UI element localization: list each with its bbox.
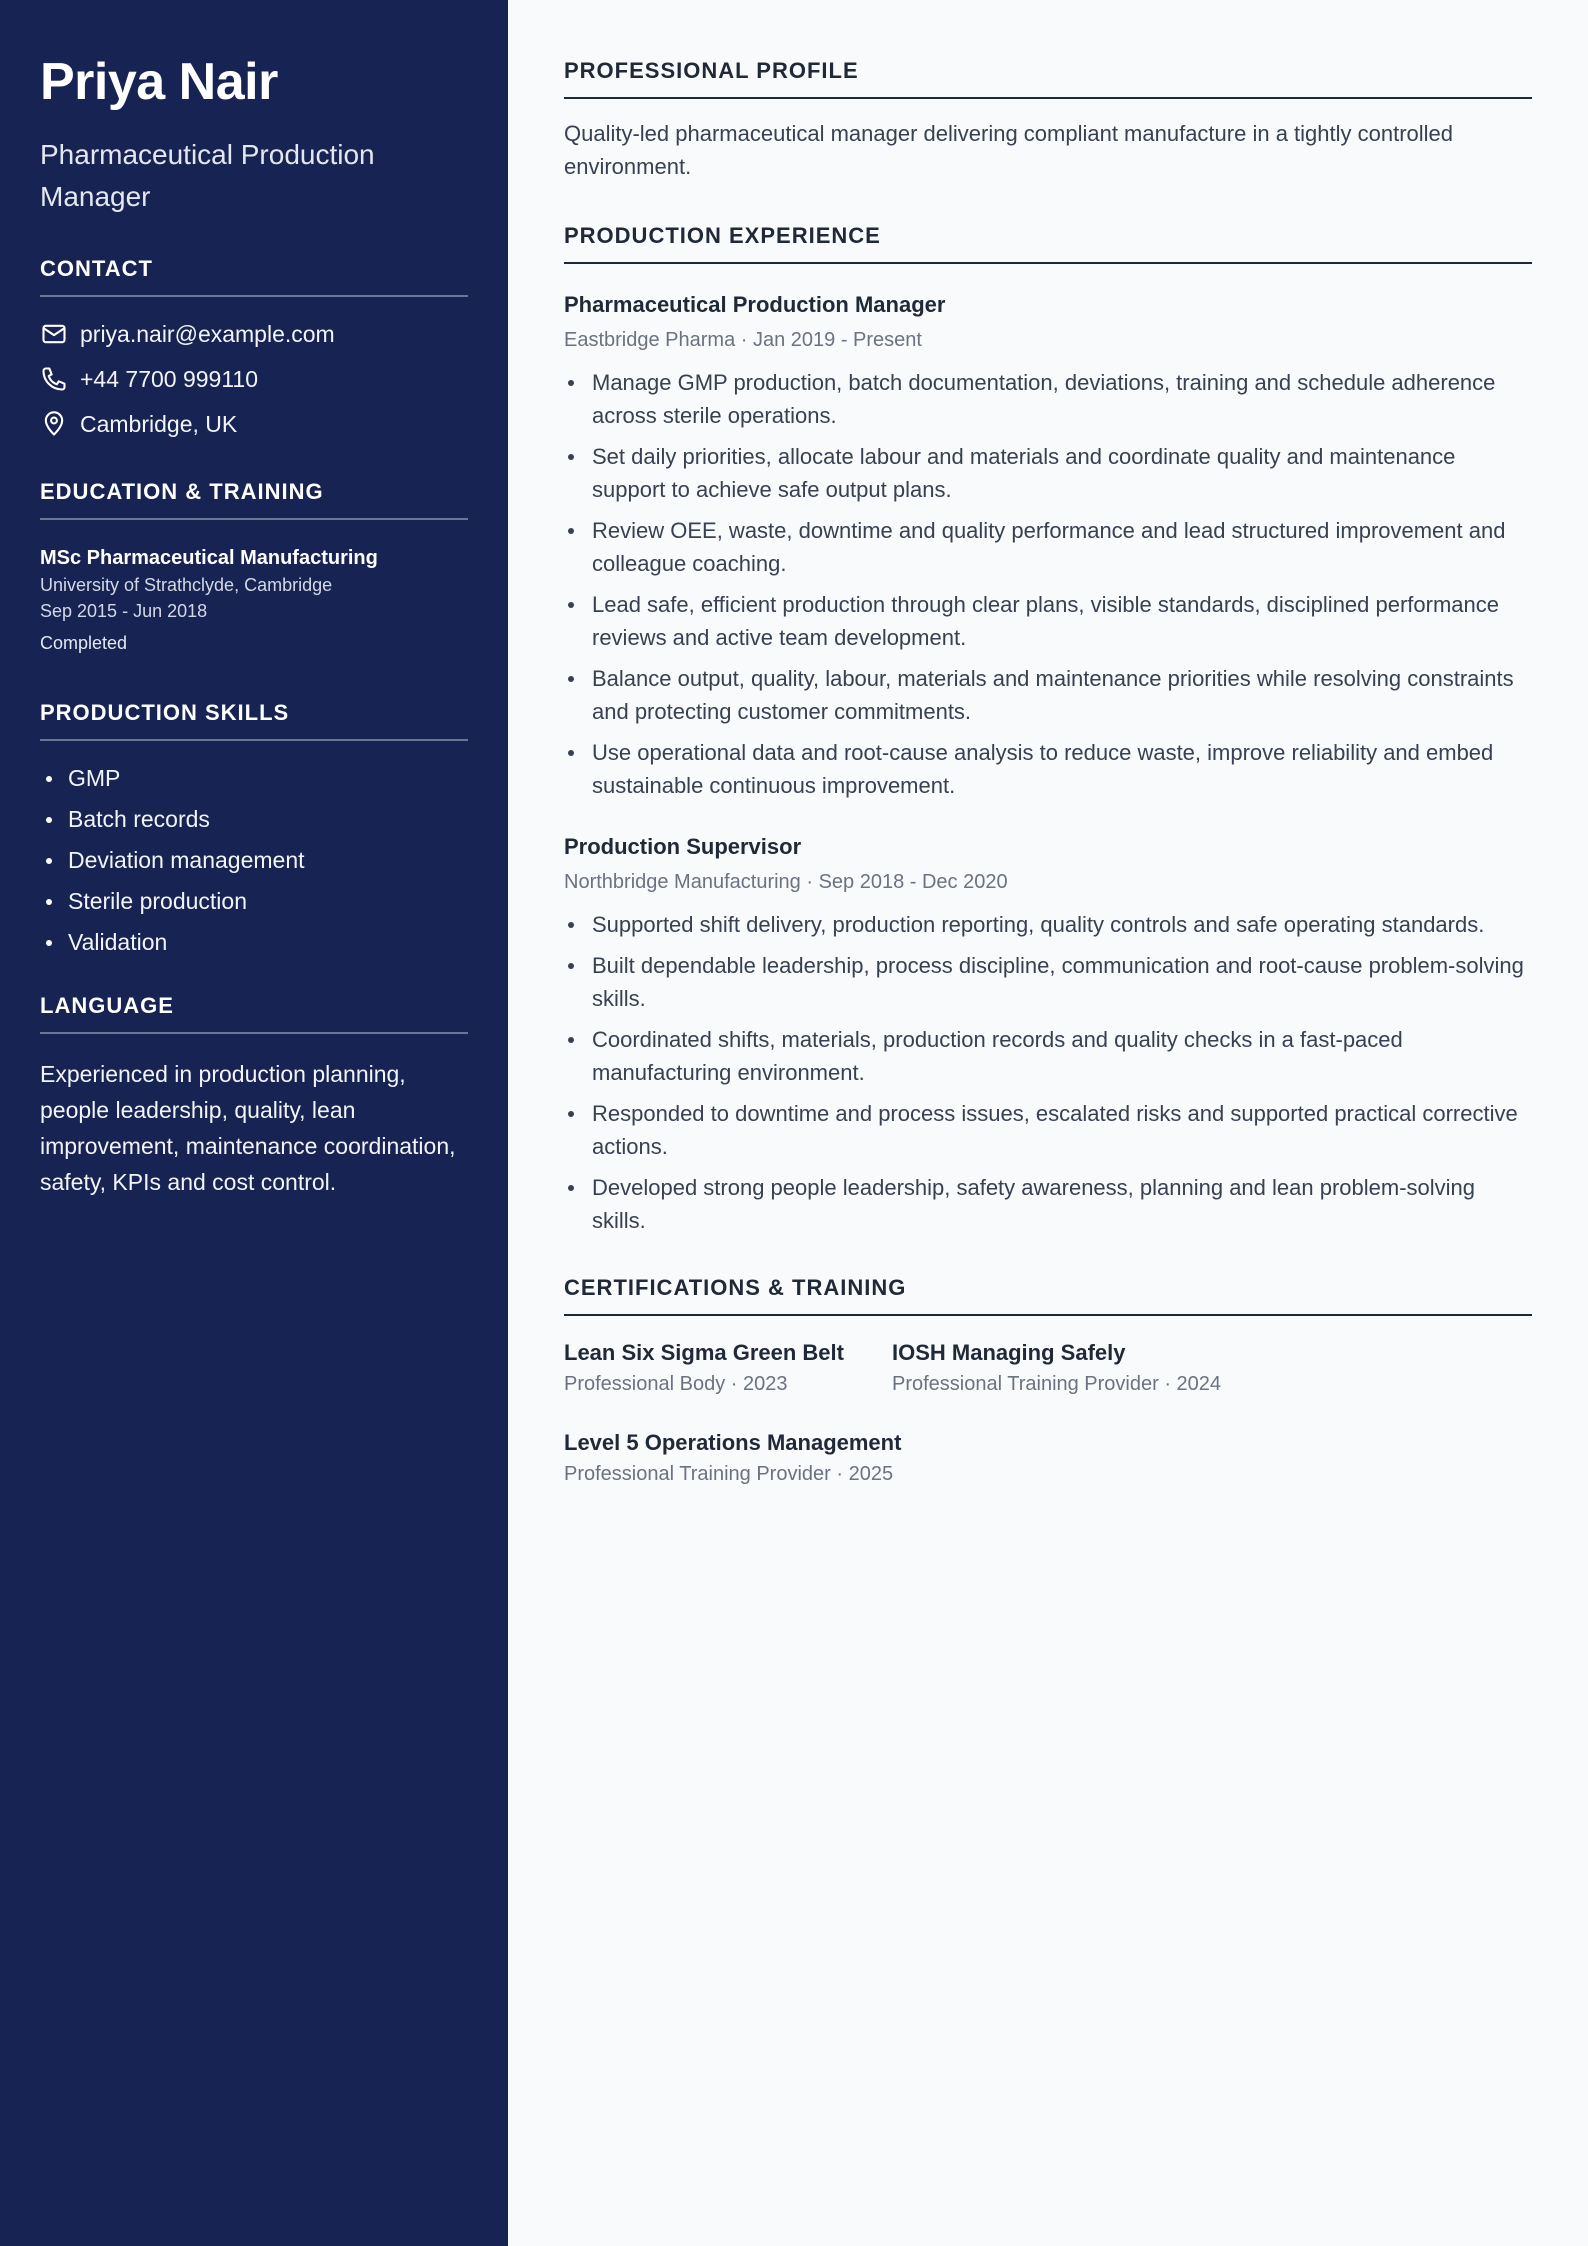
certification-item bbox=[564, 1338, 844, 1398]
job-entry bbox=[564, 290, 1532, 802]
education-institution: University of Strathclyde, Cambridge bbox=[40, 575, 333, 595]
job-meta: Eastbridge Pharma · Jan 2019 - Present bbox=[564, 329, 922, 351]
job-bullet: Manage GMP production, batch documentation, deviations, training and schedule adherence across sterile operations. bbox=[564, 366, 1532, 432]
certification-meta: Professional Body · 2023 bbox=[564, 1373, 788, 1395]
skill-item: GMP bbox=[40, 763, 468, 793]
education-degree: MSc Pharmaceutical Manufacturing bbox=[40, 547, 378, 569]
contact-list bbox=[40, 319, 468, 439]
job-role: Pharmaceutical Production Manager bbox=[564, 292, 946, 317]
map-pin-icon bbox=[40, 410, 68, 438]
sidebar bbox=[0, 0, 508, 2246]
certification-meta: Professional Training Provider · 2024 bbox=[891, 1373, 1222, 1395]
experience-heading: PRODUCTION EXPERIENCE bbox=[564, 223, 1532, 264]
job-bullet: Developed strong people leadership, safety awareness, planning and lean problem-solving skills. bbox=[564, 1171, 1532, 1237]
mail-icon bbox=[40, 320, 68, 348]
phone-text: +44 7700 999110 bbox=[80, 365, 259, 392]
job-bullet: Responded to downtime and process issues, escalated risks and supported practical corrective actions. bbox=[564, 1097, 1532, 1163]
job-bullet: Review OEE, waste, downtime and quality performance and lead structured improvement and colleague coaching. bbox=[564, 514, 1532, 580]
certification-name: IOSH Managing Safely bbox=[891, 1340, 1126, 1365]
skill-item: Sterile production bbox=[40, 886, 468, 916]
certification-meta: Professional Training Provider · 2025 bbox=[564, 1463, 894, 1485]
candidate-name: Priya Nair bbox=[40, 53, 278, 111]
contact-email[interactable] bbox=[40, 319, 468, 349]
job-entry bbox=[564, 832, 1532, 1237]
education-section bbox=[40, 479, 468, 656]
job-role: Production Supervisor bbox=[564, 834, 802, 859]
certifications-heading: CERTIFICATIONS & TRAINING bbox=[564, 1275, 1532, 1316]
job-bullet: Lead safe, efficient production through clear plans, visible standards, disciplined performance reviews and active team development. bbox=[564, 588, 1532, 654]
education-heading: EDUCATION & TRAINING bbox=[40, 479, 468, 520]
contact-location bbox=[40, 409, 468, 439]
certification-name: Lean Six Sigma Green Belt bbox=[564, 1340, 844, 1365]
job-bullet: Coordinated shifts, materials, production records and quality checks in a fast-paced manufacturing environment. bbox=[564, 1023, 1532, 1089]
certification-item bbox=[564, 1428, 901, 1488]
skills-list bbox=[40, 763, 468, 957]
education-dates: Sep 2015 - Jun 2018 bbox=[40, 601, 208, 621]
job-bullet: Supported shift delivery, production reporting, quality controls and safe operating standards. bbox=[564, 908, 1532, 941]
job-bullet: Use operational data and root-cause analysis to reduce waste, improve reliability and embed sustainable continuous improvement. bbox=[564, 736, 1532, 802]
contact-phone[interactable] bbox=[40, 364, 468, 394]
skills-section bbox=[40, 700, 468, 957]
job-bullets bbox=[564, 908, 1532, 1237]
experience-section bbox=[564, 223, 1532, 1237]
main-content bbox=[508, 0, 1588, 2246]
education-status: Completed bbox=[40, 633, 128, 653]
certifications-section bbox=[564, 1275, 1532, 1518]
phone-icon bbox=[40, 365, 68, 393]
profile-section bbox=[564, 58, 1532, 183]
contact-section bbox=[40, 256, 468, 439]
skill-item: Batch records bbox=[40, 804, 468, 834]
language-section bbox=[40, 993, 468, 1200]
contact-heading: CONTACT bbox=[40, 256, 468, 297]
certifications-grid bbox=[564, 1338, 1532, 1518]
job-bullet: Set daily priorities, allocate labour and materials and coordinate quality and maintenance support to achieve safe output plans. bbox=[564, 440, 1532, 506]
job-bullet: Built dependable leadership, process discipline, communication and root-cause problem-solving skills. bbox=[564, 949, 1532, 1015]
language-heading: LANGUAGE bbox=[40, 993, 468, 1034]
certification-item bbox=[892, 1338, 1221, 1398]
skills-heading: PRODUCTION SKILLS bbox=[40, 700, 468, 741]
skill-item: Validation bbox=[40, 927, 468, 957]
job-meta: Northbridge Manufacturing · Sep 2018 - Dec 2020 bbox=[564, 871, 1008, 893]
job-bullet: Balance output, quality, labour, materials and maintenance priorities while resolving constraints and protecting customer commitments. bbox=[564, 662, 1532, 728]
candidate-title: Pharmaceutical Production Manager bbox=[40, 139, 375, 212]
skill-item: Deviation management bbox=[40, 845, 468, 875]
email-text: priya.nair@example.com bbox=[80, 320, 335, 347]
location-text: Cambridge, UK bbox=[80, 410, 238, 437]
job-bullets bbox=[564, 366, 1532, 802]
profile-heading: PROFESSIONAL PROFILE bbox=[564, 58, 1532, 99]
certification-name: Level 5 Operations Management bbox=[564, 1430, 902, 1455]
language-text: Experienced in production planning, people leadership, quality, lean improvement, maintenance coordination, safety, KPIs and cost control. bbox=[40, 1061, 456, 1195]
profile-text: Quality-led pharmaceutical manager delivering compliant manufacture in a tightly controlled environment. bbox=[564, 121, 1454, 179]
